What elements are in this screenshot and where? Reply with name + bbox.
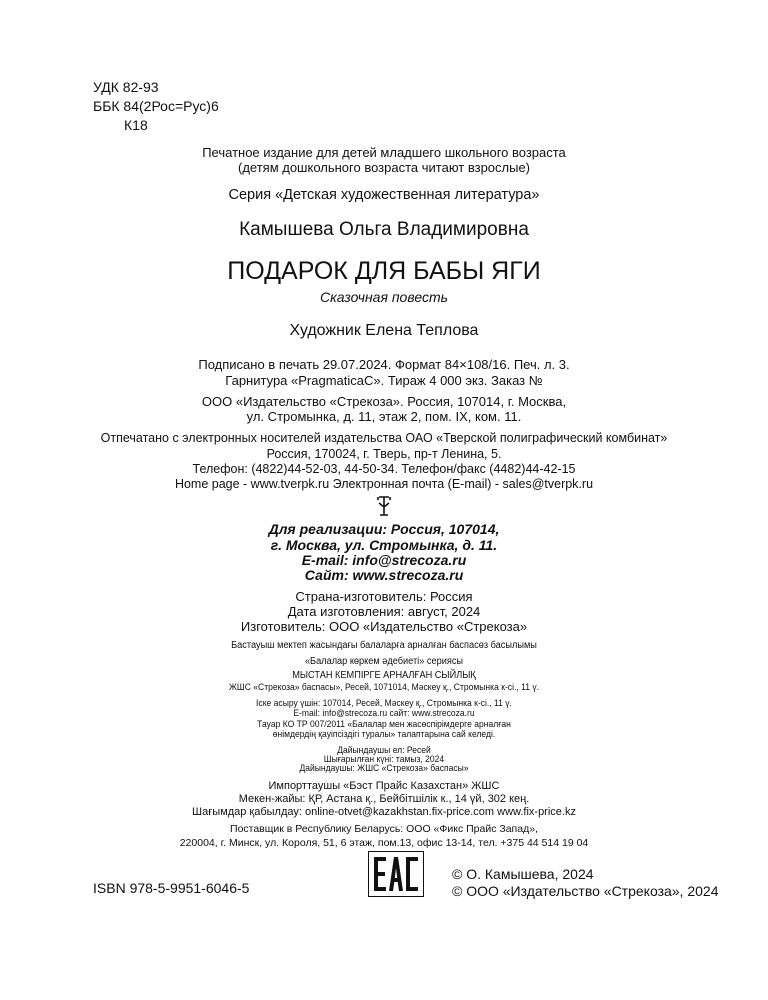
importer-line-3: Шағымдар қабылдау: online-otvet@kazakhstan.fix-price.com www.fix-price.kz (192, 806, 576, 818)
udk-code: УДК 82-93 (93, 79, 159, 95)
kz-line-8: өнімдердің қауіпсіздігі туралы» талаптарына сай келеді. (272, 729, 496, 740)
author-name: Камышева Ольга Владимировна (239, 219, 529, 240)
belarus-line-1: Поставщик в Республику Беларусь: ООО «Фикс Прайс Запад», (230, 823, 538, 835)
publisher-line-2: ул. Стромынка, д. 11, этаж 2, пом. IX, ком. 11. (246, 409, 522, 424)
kz-line-11: Дайындаушы: ЖШС «Стрекоза» баспасы» (299, 763, 469, 774)
printer-line-2: Россия, 170024, г. Тверь, пр-т Ленина, 5. (266, 447, 502, 461)
distribution-line-3: E-mail: info@strecoza.ru (301, 552, 467, 568)
eac-mark-icon (368, 851, 424, 897)
distribution-line-2: г. Москва, ул. Стромынка, д. 11. (270, 537, 498, 553)
print-info-line-2: Гарнитура «PragmaticaC». Тираж 4 000 экз. Заказ № (225, 373, 543, 388)
distribution-line-4: Сайт: www.strecoza.ru (304, 567, 464, 583)
printer-line-4: Home page - www.tverpk.ru Электронная почта (E-mail) - sales@tverpk.ru (174, 477, 594, 491)
publisher-line-1: ООО «Издательство «Стрекоза». Россия, 107014, г. Москва, (201, 394, 567, 409)
printer-logo-icon (376, 495, 392, 517)
isbn: ISBN 978-5-9951-6046-5 (93, 880, 250, 896)
edition-note-line-1: Печатное издание для детей младшего школьного возраста (202, 145, 566, 160)
book-subtitle: Сказочная повесть (320, 289, 448, 305)
bbk-code: ББК 84(2Рос=Рус)6 (93, 98, 219, 114)
kz-line-4: ЖШС «Стрекоза» баспасы», Ресей, 1071014, Мәскеу қ., Стромынка к-сі., 11 ү. (228, 682, 540, 693)
belarus-line-2: 220004, г. Минск, ул. Короля, 51, 6 этаж, пом.13, офис 13-14, тел. +375 44 514 19 04 (179, 837, 589, 849)
printer-line-1: Отпечатано с электронных носителей издательства ОАО «Тверской полиграфический комбинат» (100, 431, 668, 445)
manufacturer-line-1: Страна-изготовитель: Россия (295, 589, 473, 604)
author-mark: К18 (124, 117, 148, 133)
importer-line-1: Импорттаушы «Бэст Прайс Казахстан» ЖШС (268, 780, 500, 792)
series-name: Серия «Детская художественная литература» (228, 187, 540, 203)
kz-line-9: Дайындаушы ел: Ресей (337, 745, 431, 756)
kz-line-2: «Балалар көркем әдебиеті» сериясы (304, 656, 464, 667)
kz-line-1: Бастауыш мектеп жасындағы балаларға арналған баспасөз басылымы (231, 640, 537, 651)
printer-line-3: Телефон: (4822)44-52-03, 44-50-34. Телефон/факс (4482)44-42-15 (192, 462, 576, 476)
kz-line-10: Шығарылған күні: тамыз, 2024 (323, 754, 445, 765)
book-title: ПОДАРОК ДЛЯ БАБЫ ЯГИ (227, 257, 541, 285)
kz-line-5: Іске асыру үшін: 107014, Ресей, Мәскеу қ., Стромынка к-сі., 11 ү. (256, 698, 512, 709)
illustrator: Художник Елена Теплова (289, 322, 479, 339)
manufacturer-line-3: Изготовитель: ООО «Издательство «Стрекоза» (240, 619, 528, 634)
copyright-publisher: © ООО «Издательство «Стрекоза», 2024 (452, 883, 719, 899)
print-info-line-1: Подписано в печать 29.07.2024. Формат 84×108/16. Печ. л. 3. (198, 357, 570, 372)
distribution-line-1: Для реализации: Россия, 107014, (268, 521, 500, 537)
kz-line-7: Тауар КО ТР 007/2011 «Балалар мен жасөспірімдерге арналған (257, 719, 511, 730)
importer-line-2: Мекен-жайы: ҚР, Астана қ., Бейбітшілік к., 14 үй, 302 кең. (238, 793, 530, 805)
copyright-author: © О. Камышева, 2024 (452, 866, 594, 882)
edition-note-line-2: (детям дошкольного возраста читают взрослые) (237, 160, 531, 175)
manufacturer-line-2: Дата изготовления: август, 2024 (287, 604, 481, 619)
kz-line-6: E-mail: info@strecoza.ru сайт: www.strecoza.ru (293, 708, 475, 719)
kz-line-3: МЫСТАН КЕМПІРГЕ АРНАЛҒАН СЫЙЛЫҚ (292, 670, 476, 681)
